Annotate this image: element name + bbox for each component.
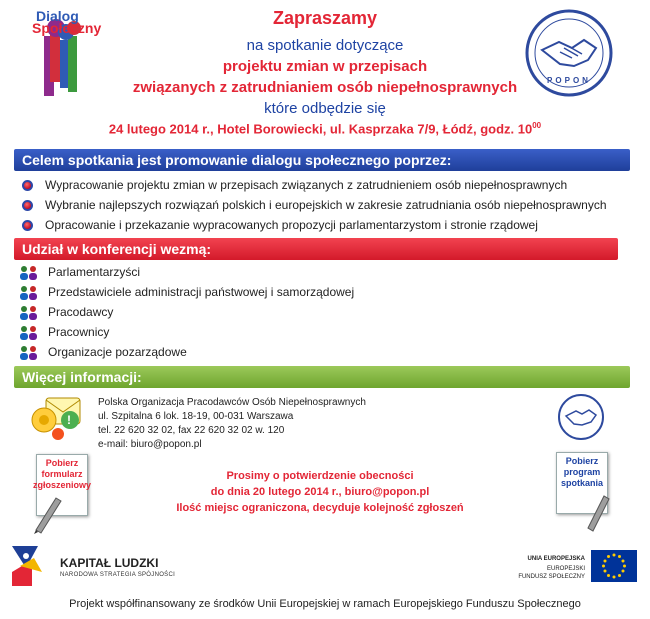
kapital-ludzki-title: KAPITAŁ LUDZKI [60,556,159,570]
participant-item [18,344,187,362]
eu-fund-line-1: EUROPEJSKI [546,566,585,572]
participant-item [18,264,140,282]
notice-line-3: Ilość miejsc ograniczona, decyduje kolejność zgłoszeń [176,502,464,514]
event-date-location [0,121,650,136]
kapital-ludzki-subtitle: NARODOWA STRATEGIA SPÓJNOŚCI [60,572,176,578]
goal-item-text: Wybranie najlepszych rozwiązań polskich i europejskich w zakresie zatrudniania osób niepełnosprawnych [45,198,607,212]
eu-fund-logo [505,550,640,590]
contact-icon [30,392,84,442]
header-line-1: na spotkanie dotyczące [246,37,404,54]
goal-item [22,178,567,192]
goal-item-text: Opracowanie i przekazanie wypracowanych propozycji parlamentarzystom i stronie rządowej [45,218,538,232]
bullet-icon [22,180,33,191]
notice-line-1: Prosimy o potwierdzenie obecności [226,470,414,482]
event-date-text: 24 lutego 2014 r., Hotel Borowiecki, ul. Kasprzaka 7/9, Łódź, godz. 10 [108,121,533,137]
contact-line: tel. 22 620 32 02, fax 22 620 32 02 w. 120 [98,425,285,436]
people-icon [18,264,40,282]
download-program-label-2: program [563,467,601,477]
people-icon [18,324,40,342]
svg-text:!: ! [67,413,71,427]
contact-phone-mail-icon [30,392,84,442]
goal-item [22,218,538,232]
download-form-label-3: zgłoszeniowy [32,480,91,490]
contact-line: Polska Organizacja Pracodawców Osób Niepełnosprawnych [98,397,366,408]
kapital-ludzki-emblem-icon [12,542,46,588]
cofinancing-caption: Projekt współfinansowany ze środków Unii Europejskiej w ramach Europejskiego Funduszu Społecznego [69,598,581,610]
section-more-info-header: Więcej informacji: [14,366,630,388]
participant-item-text: Parlamentarzyści [48,265,141,280]
download-form-label-2: formularz [41,469,83,479]
bullet-icon [22,220,33,231]
eu-title: UNIA EUROPEJSKA [527,556,585,562]
event-time-minutes: 00 [532,121,542,130]
bullet-icon [22,200,33,211]
contact-line: ul. Szpitalna 6 lok. 18-19, 00-031 Warszawa [98,411,294,422]
participant-item [18,324,109,342]
people-icon [18,304,40,322]
eu-flag-icon [591,550,637,582]
header-line-4: które odbędzie się [264,100,386,117]
kapital-ludzki-logo [8,542,188,590]
popon-logo-text: POPON [547,76,591,85]
people-icon [18,284,40,302]
logo-word-spoleczny: Społeczny [32,20,102,36]
header-line-3: związanych z zatrudnianiem osób niepełnosprawnych [132,79,518,96]
popon-logo [524,8,614,98]
download-program-label-1: Pobierz [565,456,599,466]
participant-item [18,304,113,322]
participant-item-text: Przedstawiciele administracji państwowej i samorządowej [48,285,355,300]
header-line-2: projektu zmian w przepisach [222,58,428,75]
participant-item [18,284,354,302]
eu-fund-line-2: FUNDUSZ SPOŁECZNY [518,574,585,580]
participant-item-text: Pracownicy [48,325,110,340]
section-participants-header: Udział w konferencji wezmą: [14,238,618,260]
download-program-label-3: spotkania [560,478,603,488]
participant-item-text: Organizacje pozarządowe [48,345,187,360]
participant-item-text: Pracodawcy [48,305,114,320]
people-icon [18,344,40,362]
invitation-title: Zapraszamy [272,8,378,28]
goal-item [22,198,607,212]
download-form-label-1: Pobierz [45,458,79,468]
contact-email-link[interactable]: e-mail: biuro@popon.pl [98,439,202,450]
goal-item-text: Wypracowanie projektu zmian w przepisach związanych z zatrudnieniem osób niepełnosprawnych [45,178,568,192]
logo-word-dialog: Dialog [36,8,79,24]
section-goals-header: Celem spotkania jest promowanie dialogu społecznego poprzez: [14,149,630,171]
notice-line-2: do dnia 20 lutego 2014 r., biuro@popon.pl [210,486,430,498]
